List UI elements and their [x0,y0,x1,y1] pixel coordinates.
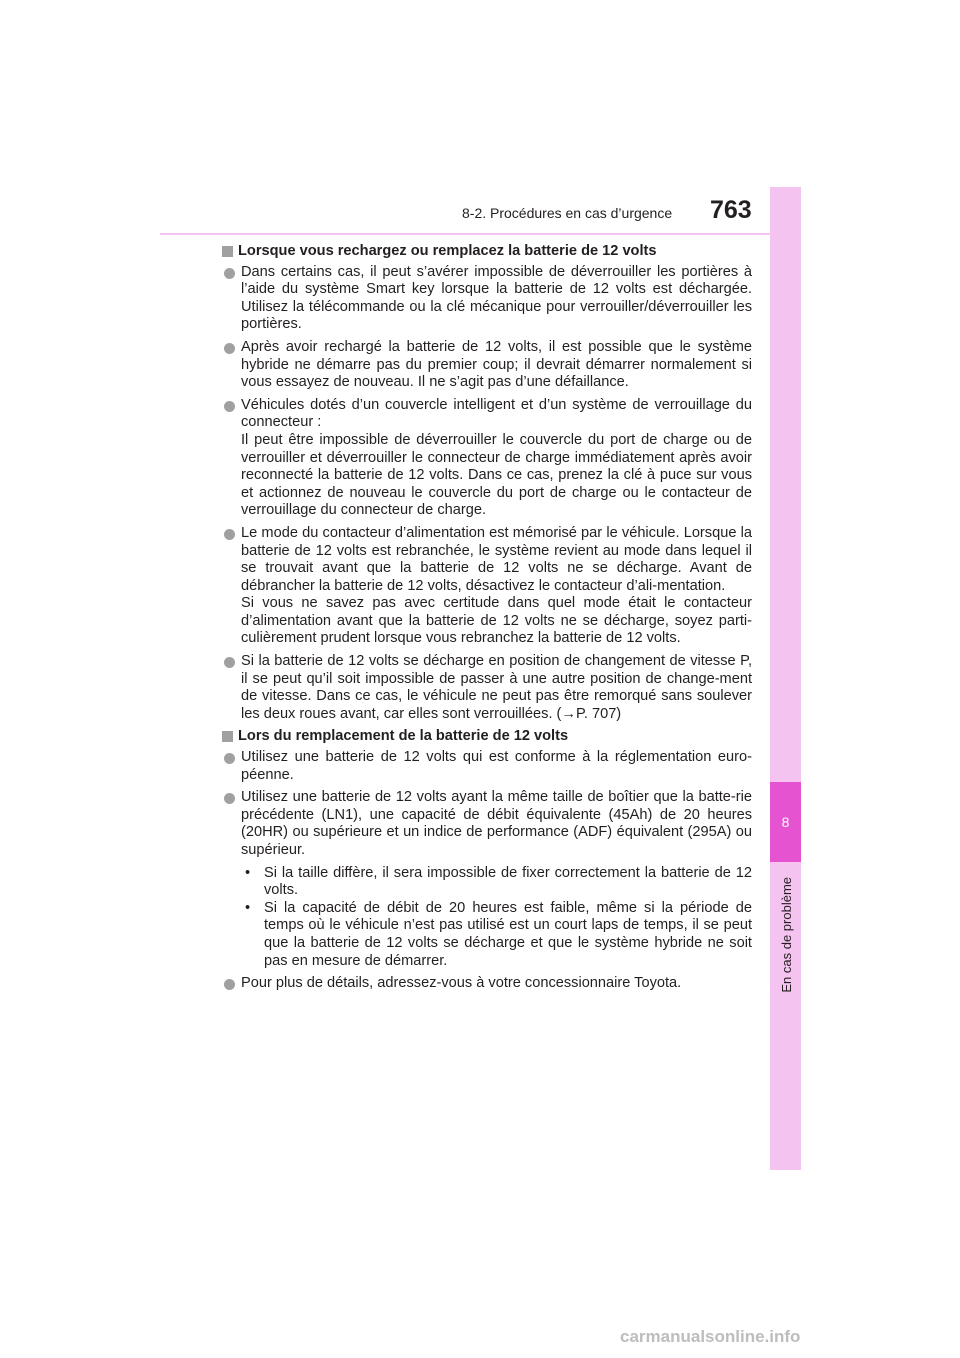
circle-bullet-icon [224,401,235,412]
circle-bullet-icon [224,529,235,540]
bullet-item: Si la batterie de 12 volts se décharge en position de changement de vitesse P, il se peut qu’il soit impossible de passer à une autre position de change-ment de vitesse. Dans ce cas, le véhicule ne peut pas être remorqué sans soulever les deux roues avant, car elles sont verrouillées. (→P. 707) [224,653,752,723]
bullet-item: Pour plus de détails, adressez-vous à votre concessionnaire Toyota. [224,975,752,993]
square-bullet-icon [222,731,233,742]
chapter-number: 8 [770,782,801,862]
square-bullet-icon [222,246,233,257]
circle-bullet-icon [224,343,235,354]
circle-bullet-icon [224,657,235,668]
watermark: carmanualsonline.info [620,1327,801,1346]
circle-bullet-icon [224,753,235,764]
circle-bullet-icon [224,979,235,990]
bullet-item: Dans certains cas, il peut s’avérer impossible de déverrouiller les portières à l’aide du système Smart key lorsque la batterie de 12 volts est déchargée. Utilisez la télécommande ou la clé mécanique pour verrouiller/déverrouiller les portières. [224,264,752,334]
chapter-label [771,870,801,1000]
page-content [222,243,752,998]
sub-item: • Si la taille diffère, il sera impossible de fixer correctement la batterie de 12 volts. [245,864,752,899]
chapter-side-tab [770,187,801,1170]
section-heading: Lorsque vous rechargez ou remplacez la batterie de 12 volts [222,243,752,261]
bullet-item: Après avoir rechargé la batterie de 12 volts, il est possible que le système hybride ne démarre pas du premier coup; il devrait démarrer normalement si vous essayez de nouveau. Il ne s’agit pas d’une défaillance. [224,339,752,392]
chapter-label-text: En cas de problème [778,877,794,993]
section-heading: Lors du remplacement de la batterie de 12 volts [222,728,752,746]
bullet-item: Véhicules dotés d’un couvercle intelligent et d’un système de verrouillage du connecteur : Il peut être impossible de déverrouiller le couvercle du port de charge ou de verrouiller et déverrouiller le connecteur de charge immédiatement après avoir reconnecté la batterie de 12 volts. Dans ce cas, prenez la clé à puce sur vous et actionnez de nouveau le couvercle du port de charge ou le contacteur de verrouillage du connecteur de charge. [224,397,752,520]
header-divider [160,233,801,235]
circle-bullet-icon [224,268,235,279]
circle-bullet-icon [224,793,235,804]
bullet-item: Utilisez une batterie de 12 volts qui est conforme à la réglementation euro-péenne. [224,749,752,784]
section-title: 8-2. Procédures en cas d’urgence [462,205,673,221]
sub-item: • Si la capacité de débit de 20 heures est faible, même si la période de temps où le véhicule n’est pas utilisé est un court laps de temps, il se peut que la batterie de 12 volts se décharge et que le système hybride ne soit pas en mesure de démarrer. [245,899,752,969]
bullet-item: Utilisez une batterie de 12 volts ayant la même taille de boîtier que la batte-rie précédente (LN1), une capacité de débit équivalente (45Ah) de 20 heures (20HR) ou supérieure et un indice de performance (ADF) équivalent (295A) ou supérieur. [224,789,752,859]
page-number: 763 [710,196,752,224]
bullet-item: Le mode du contacteur d’alimentation est mémorisé par le véhicule. Lorsque la batterie de 12 volts est rebranchée, le système revient au mode dans lequel il se trouvait avant que la batterie de 12 volts ne se décharge. Avant de débrancher la batterie de 12 volts, désactivez le contacteur d’ali-mentation. Si vous ne savez pas avec certitude dans quel mode était le contacteur d’alimentation avant que la batterie de 12 volts ne se décharge, soyez parti-culièrement prudent lorsque vous rebranchez la batterie de 12 volts. [224,525,752,648]
